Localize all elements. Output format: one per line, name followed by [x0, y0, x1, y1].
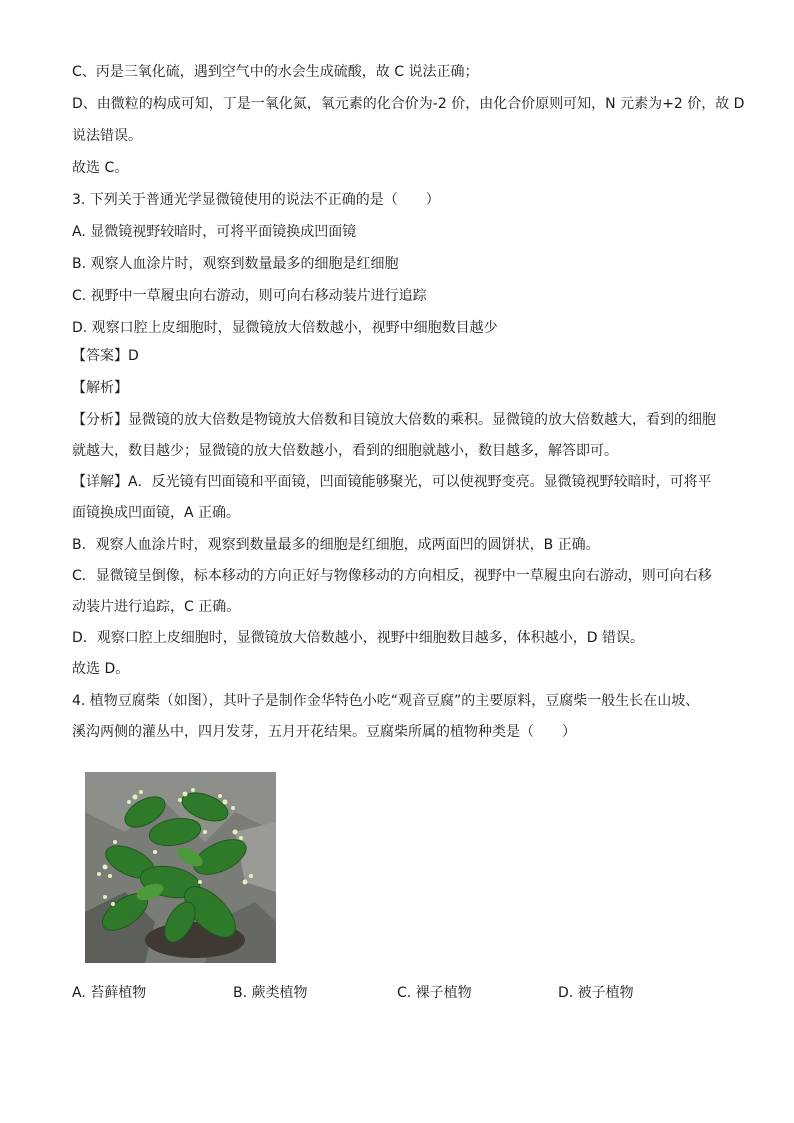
question-4-option-b: B. 蕨类植物	[233, 985, 308, 1001]
detail-line-7: 故选 D。	[72, 661, 130, 677]
question-3: 3. 下列关于普通光学显微镜使用的说法不正确的是（ ）	[72, 192, 440, 208]
text-line-select-c: 故选 C。	[72, 160, 129, 176]
question-4-option-c: C. 裸子植物	[397, 985, 472, 1001]
question-3-option-b: B. 观察人血涂片时，观察到数量最多的细胞是红细胞	[72, 256, 399, 272]
text-line-d-cont: 说法错误。	[72, 128, 142, 144]
question-3-option-d: D. 观察口腔上皮细胞时，显微镜放大倍数越小，视野中细胞数目越少	[72, 320, 498, 336]
question-4-line-2: 溪沟两侧的灌丛中，四月发芽，五月开花结果。豆腐柴所属的植物种类是（ ）	[72, 724, 576, 740]
text-line-d: D、由微粒的构成可知，丁是一氧化氮，氧元素的化合价为-2 价，由化合价原则可知，N 元素为+2 价，故 D	[72, 96, 745, 112]
detail-line-5: 动装片进行追踪，C 正确。	[72, 599, 241, 615]
detail-line-3: B．观察人血涂片时，观察到数量最多的细胞是红细胞，成两面凹的圆饼状，B 正确。	[72, 537, 600, 553]
question-3-option-a: A. 显微镜视野较暗时，可将平面镜换成凹面镜	[72, 224, 357, 240]
analysis-line-2: 就越大，数目越少；显微镜的放大倍数越小，看到的细胞就越小，数目越多，解答即可。	[72, 443, 618, 459]
detail-line-6: D．观察口腔上皮细胞时，显微镜放大倍数越小，视野中细胞数目越多，体积越小，D 错误。	[72, 630, 645, 646]
analysis-line-1: 【分析】显微镜的放大倍数是物镜放大倍数和目镜放大倍数的乘积。显微镜的放大倍数越大，看到的细胞	[72, 412, 716, 428]
question-4-option-d: D. 被子植物	[558, 985, 634, 1001]
detail-line-2: 面镜换成凹面镜，A 正确。	[72, 505, 241, 521]
question-4-option-a: A. 苔藓植物	[72, 985, 147, 1001]
question-4-line-1: 4. 植物豆腐柴（如图），其叶子是制作金华特色小吃“观音豆腐”的主要原料，豆腐柴一般生长在山坡、	[72, 693, 700, 709]
detail-line-1: 【详解】A．反光镜有凹面镜和平面镜，凹面镜能够聚光，可以使视野变亮。显微镜视野较暗时，可将平	[72, 474, 712, 490]
tofu-plant-illustration	[85, 772, 276, 963]
question-3-option-c: C. 视野中一草履虫向右游动，则可向右移动装片进行追踪	[72, 288, 427, 304]
answer-label: 【答案】D	[72, 348, 139, 364]
text-line-c: C、丙是三氧化硫，遇到空气中的水会生成硫酸，故 C 说法正确；	[72, 64, 479, 80]
detail-line-4: C．显微镜呈倒像，标本移动的方向正好与物像移动的方向相反，视野中一草履虫向右游动，则可向右移	[72, 568, 712, 584]
analysis-label: 【解析】	[72, 380, 128, 396]
plant-photo	[85, 772, 276, 963]
